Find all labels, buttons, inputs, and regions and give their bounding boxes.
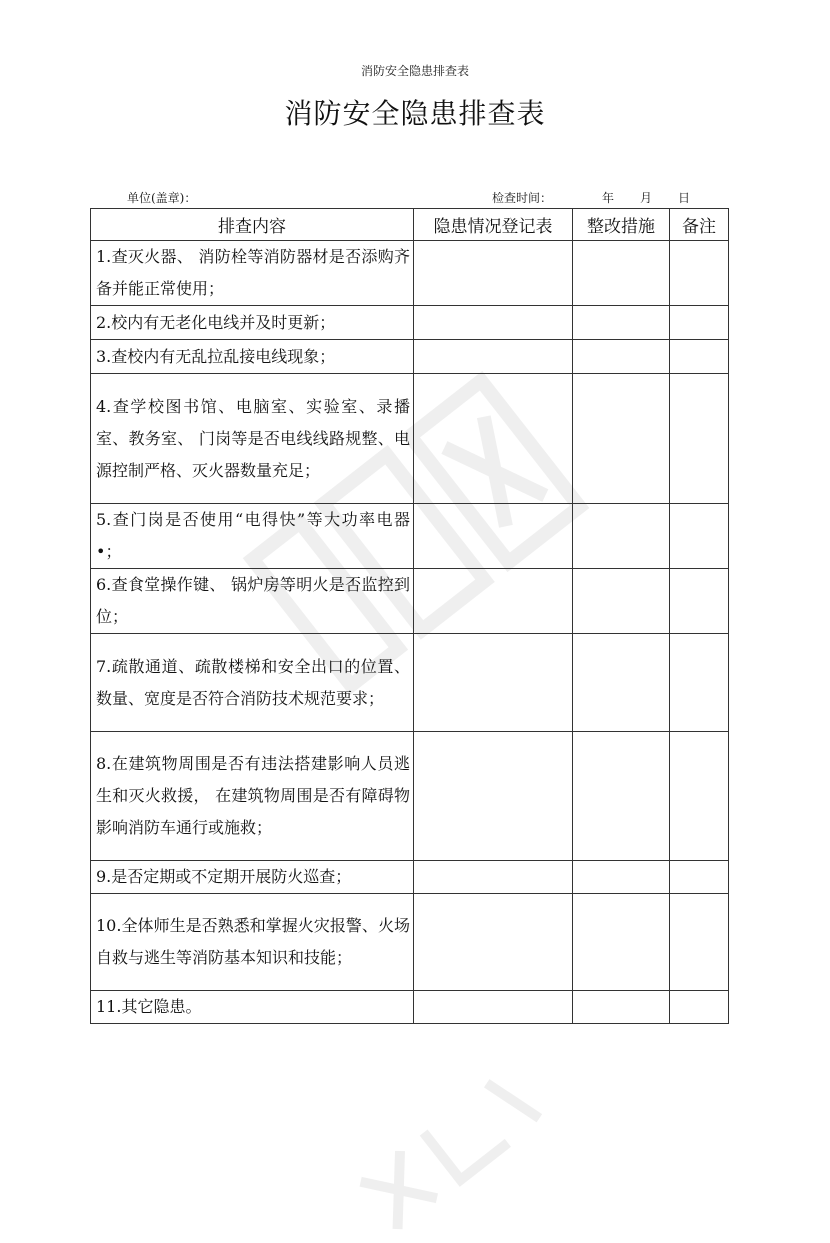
row-content: 3.查校内有无乱拉乱接电线现象； (91, 340, 414, 374)
header-remarks: 备注 (670, 209, 729, 241)
rectification-cell[interactable] (573, 504, 670, 569)
hazard-record-cell[interactable] (414, 340, 573, 374)
table-row (91, 861, 729, 894)
table-row (91, 306, 729, 340)
hazard-record-cell[interactable] (414, 374, 573, 504)
remarks-cell[interactable] (670, 306, 729, 340)
header-content: 排查内容 (91, 209, 414, 241)
hazard-record-cell[interactable] (414, 732, 573, 861)
date-month: 月 (640, 191, 653, 205)
hazard-record-cell[interactable] (414, 991, 573, 1024)
inspection-date (492, 189, 690, 206)
row-content: 4.查学校图书馆、电脑室、实验室、录播室、教务室、 门岗等是否电线线路规整、电源控制严格、灭火器数量充足； (91, 374, 414, 504)
remarks-cell[interactable] (670, 374, 729, 504)
hazard-record-cell[interactable] (414, 894, 573, 991)
remarks-cell[interactable] (670, 340, 729, 374)
hazard-record-cell[interactable] (414, 634, 573, 732)
row-content: 11.其它隐患。 (91, 991, 414, 1024)
row-content: 5.查门岗是否使用“电得快”等大功率电器 •； (91, 504, 414, 569)
hazard-record-cell[interactable] (414, 241, 573, 306)
inspection-table (90, 208, 729, 1024)
row-content: 2.校内有无老化电线并及时更新； (91, 306, 414, 340)
table-row (91, 634, 729, 732)
remarks-cell[interactable] (670, 732, 729, 861)
date-day: 日 (678, 191, 691, 205)
table-row (91, 374, 729, 504)
row-content: 10.全体师生是否熟悉和掌握火灾报警、火场自救与逃生等消防基本知识和技能； (91, 894, 414, 991)
table-row (91, 569, 729, 634)
date-year: 年 (602, 191, 615, 205)
watermark-logo-bottom (347, 1057, 554, 1243)
hazard-record-cell[interactable] (414, 569, 573, 634)
table-row (91, 732, 729, 861)
table-row (91, 340, 729, 374)
running-head: 消防安全隐患排查表 (360, 64, 469, 78)
remarks-cell[interactable] (670, 241, 729, 306)
remarks-cell[interactable] (670, 991, 729, 1024)
table-row (91, 894, 729, 991)
rectification-cell[interactable] (573, 861, 670, 894)
hazard-record-cell[interactable] (414, 504, 573, 569)
rectification-cell[interactable] (573, 306, 670, 340)
hazard-record-cell[interactable] (414, 306, 573, 340)
rectification-cell[interactable] (573, 374, 670, 504)
rectification-cell[interactable] (573, 991, 670, 1024)
rectification-cell[interactable] (573, 241, 670, 306)
remarks-cell[interactable] (670, 504, 729, 569)
hazard-record-cell[interactable] (414, 861, 573, 894)
row-content: 8.在建筑物周围是否有违法搭建影响人员逃生和灭火救援， 在建筑物周围是否有障碍物影响消防车通行或施救； (91, 732, 414, 861)
remarks-cell[interactable] (670, 569, 729, 634)
row-content: 9.是否定期或不定期开展防火巡查； (91, 861, 414, 894)
rectification-cell[interactable] (573, 732, 670, 861)
remarks-cell[interactable] (670, 634, 729, 732)
table-row (91, 504, 729, 569)
table-row (91, 241, 729, 306)
date-label: 检查时间： (492, 191, 553, 205)
page-title: 消防安全隐患排查表 (284, 97, 546, 130)
remarks-cell[interactable] (670, 861, 729, 894)
rectification-cell[interactable] (573, 634, 670, 732)
row-content: 7.疏散通道、疏散楼梯和安全出口的位置、数量、宽度是否符合消防技术规范要求； (91, 634, 414, 732)
rectification-cell[interactable] (573, 340, 670, 374)
table-row (91, 991, 729, 1024)
table-header-row (91, 209, 729, 241)
row-content: 6.查食堂操作键、 锅炉房等明火是否监控到位； (91, 569, 414, 634)
rectification-cell[interactable] (573, 569, 670, 634)
row-content: 1.查灭火器、 消防栓等消防器材是否添购齐备并能正常使用； (91, 241, 414, 306)
unit-label: 单位(盖章)： (127, 191, 197, 205)
header-rectification: 整改措施 (573, 209, 670, 241)
header-hazard-record: 隐患情况登记表 (414, 209, 573, 241)
rectification-cell[interactable] (573, 894, 670, 991)
remarks-cell[interactable] (670, 894, 729, 991)
